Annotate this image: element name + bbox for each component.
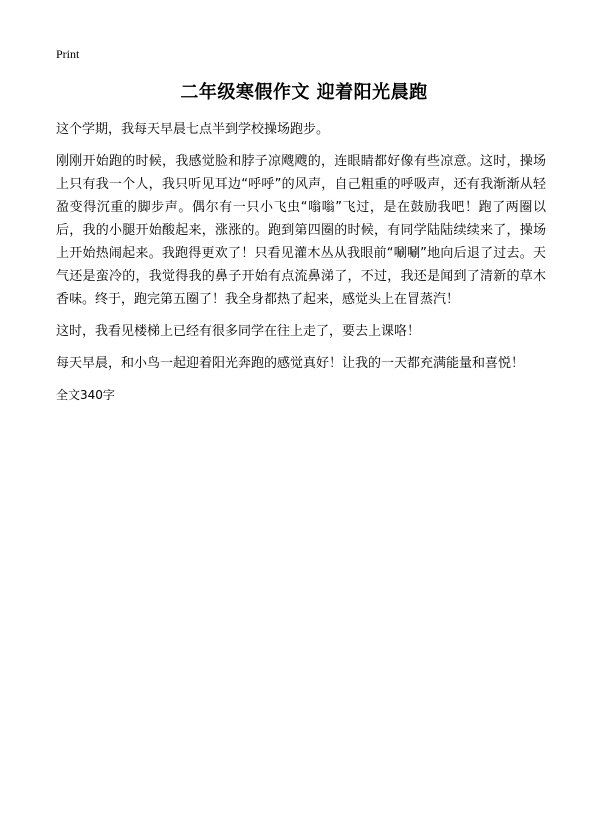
article-paragraph: 每天早晨，和小鸟一起迎着阳光奔跑的感觉真好！让我的一天都充满能量和喜悦！ — [56, 356, 525, 371]
article-body — [56, 118, 546, 406]
article-paragraph: 这时，我看见楼梯上已经有很多同学在往上走了，要去上课咯！ — [56, 324, 421, 339]
word-count: 全文340字 — [56, 388, 115, 402]
article-paragraph: 刚刚开始跑的时候，我感觉脸和脖子凉飕飕的，连眼睛都好像有些凉意。这时，操场上只有我一个人，我只听见耳边“呼呼”的风声，自己粗重的呼吸声，还有我渐渐从轻盈变得沉重的脚步声。偶尔有一只小飞虫“嗡嗡”飞过，是在鼓励我吧！跑了两圈以后，我的小腿开始酸起来，涨涨的。跑到第四圈的时候，有同学陆陆续续来了，操场上开始热闹起来。我跑得更欢了！只看见灌木丛从我眼前“唰唰”地向后退了过去。天气还是蛮冷的，我觉得我的鼻子开始有点流鼻涕了，不过，我还是闻到了清新的草木香味。终于，跑完第五圈了！我全身都热了起来，感觉头上在冒蒸汽！ — [56, 154, 546, 307]
article-paragraph: 这个学期，我每天早晨七点半到学校操场跑步。 — [56, 122, 330, 137]
article-title: 二年级寒假作文 迎着阳光晨跑 — [180, 82, 428, 103]
print-link[interactable]: Print — [56, 47, 80, 61]
